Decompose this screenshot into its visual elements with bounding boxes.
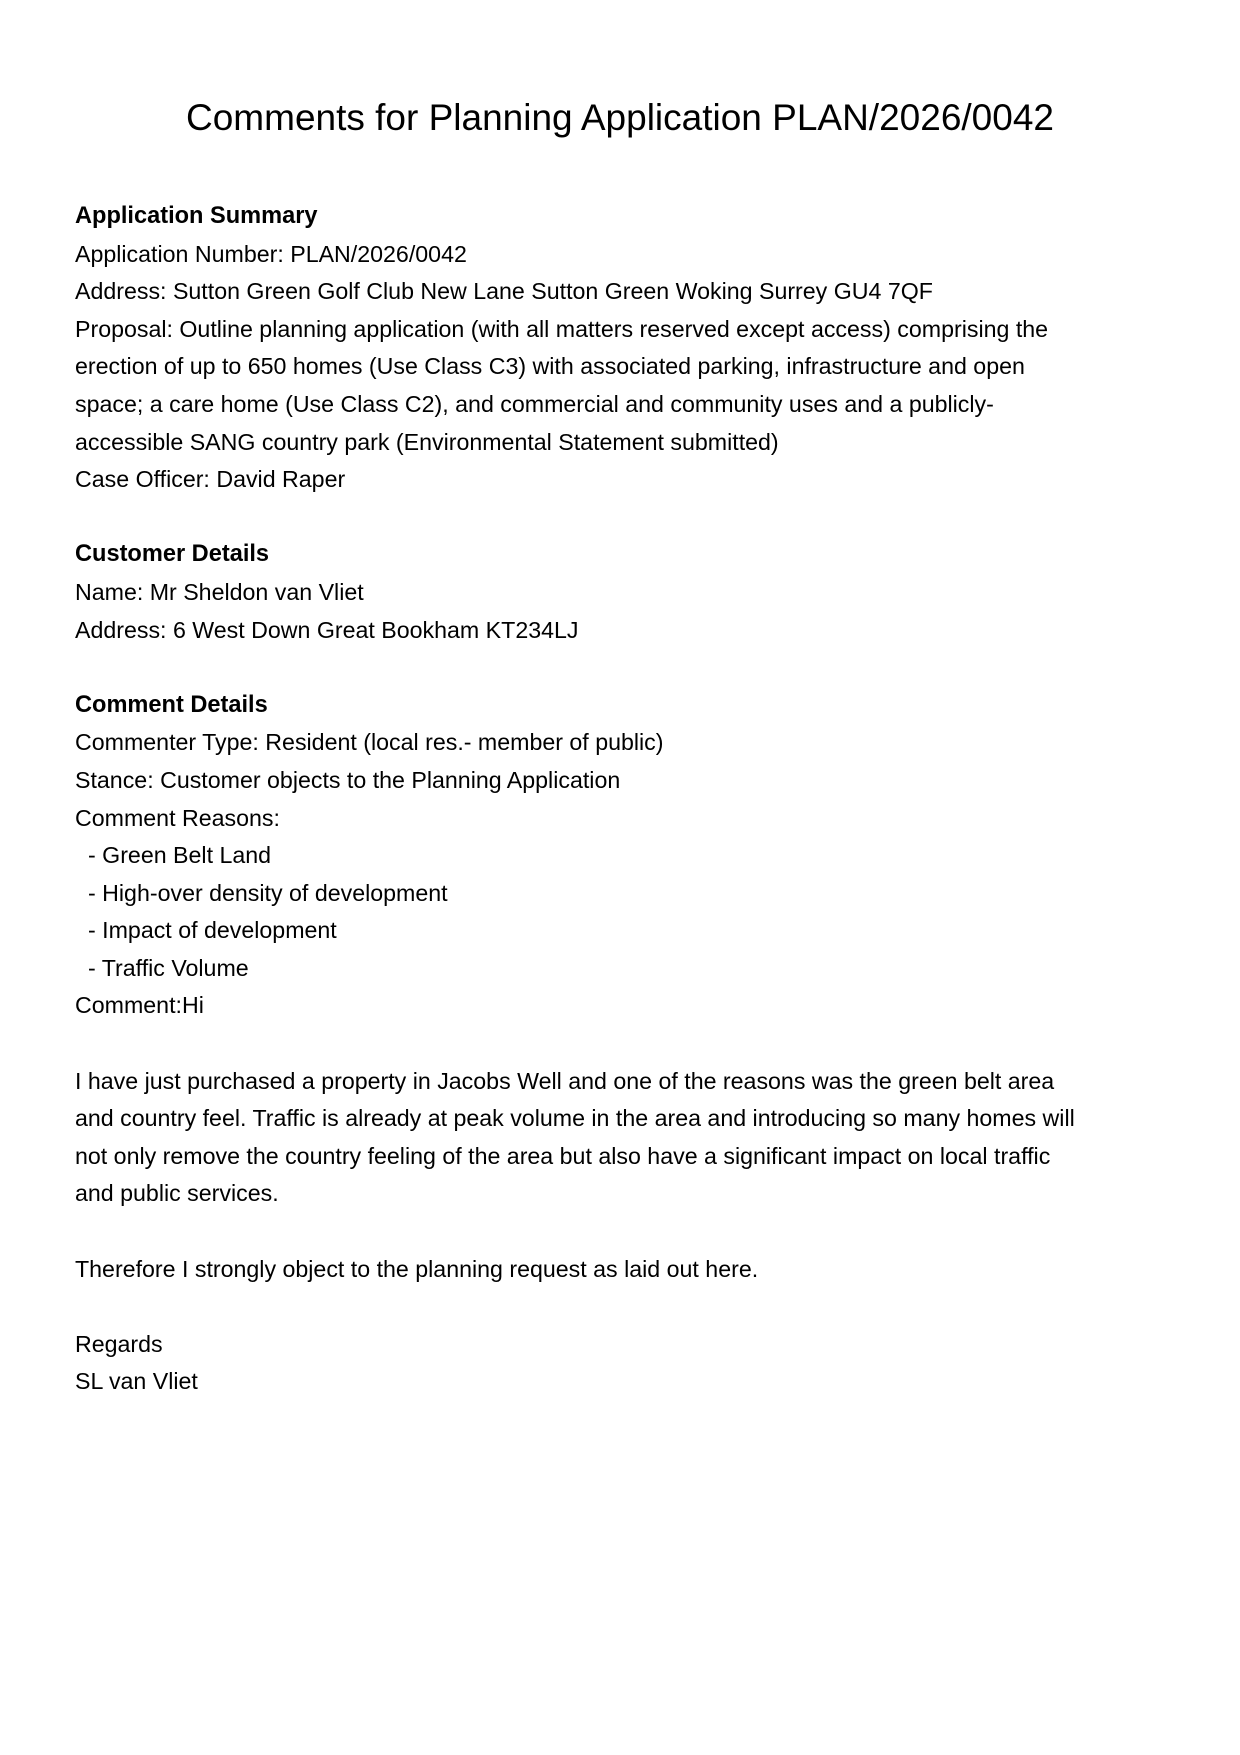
proposal-line: Proposal: Outline planning application (with all matters reserved except access) comprising the [75,315,1049,342]
customer-name: Name: Mr Sheldon van Vliet [75,578,364,605]
customer-details-section [75,536,1175,649]
closing-salutation: Regards [75,1330,163,1357]
case-officer: Case Officer: David Raper [75,466,346,493]
page-title: Comments for Planning Application PLAN/2026/0042 [186,97,1054,138]
comment-objection: Therefore I strongly object to the planning request as laid out here. [75,1255,759,1282]
application-summary-heading: Application Summary [75,203,318,229]
paragraph-spacer [75,1025,1175,1063]
commenter-type: Commenter Type: Resident (local res.- member of public) [75,729,664,756]
document-body [75,198,1175,1401]
comment-reason-item: - Green Belt Land [88,842,272,869]
section-spacer [75,499,1175,537]
signature: SL van Vliet [75,1368,198,1395]
application-summary-section [75,198,1175,499]
proposal-line: erection of up to 650 homes (Use Class C3) with associated parking, infrastructure and open [75,353,1025,380]
comment-reason-item: - High-over density of development [88,879,448,906]
comment-reason-item: - Impact of development [88,917,337,944]
comment-details-heading: Comment Details [75,691,268,718]
comment-details-section [75,687,1175,1401]
comment-reason-item: - Traffic Volume [88,954,249,981]
comment-paragraph-line: and country feel. Traffic is already at peak volume in the area and introducing so many homes will [75,1105,1075,1132]
customer-address: Address: 6 West Down Great Bookham KT234LJ [75,616,579,643]
comment-paragraph-line: and public services. [75,1180,279,1207]
application-address: Address: Sutton Green Golf Club New Lane Sutton Green Woking Surrey GU4 7QF [75,278,933,305]
comment-paragraph-line: not only remove the country feeling of the area but also have a significant impact on local traffic [75,1142,1051,1169]
customer-details-heading: Customer Details [75,541,270,568]
paragraph-spacer [75,1213,1175,1251]
comment-paragraph-line: I have just purchased a property in Jacobs Well and one of the reasons was the green belt area [75,1067,1055,1094]
proposal-line: space; a care home (Use Class C2), and commercial and community uses and a publicly- [75,390,994,417]
section-spacer [75,649,1175,687]
stance: Stance: Customer objects to the Planning Application [75,766,621,793]
paragraph-spacer [75,1288,1175,1326]
comment-reasons-label: Comment Reasons: [75,804,280,831]
proposal-line: accessible SANG country park (Environmental Statement submitted) [75,428,779,455]
comment-intro: Comment:Hi [75,992,204,1019]
application-number: Application Number: PLAN/2026/0042 [75,240,467,267]
